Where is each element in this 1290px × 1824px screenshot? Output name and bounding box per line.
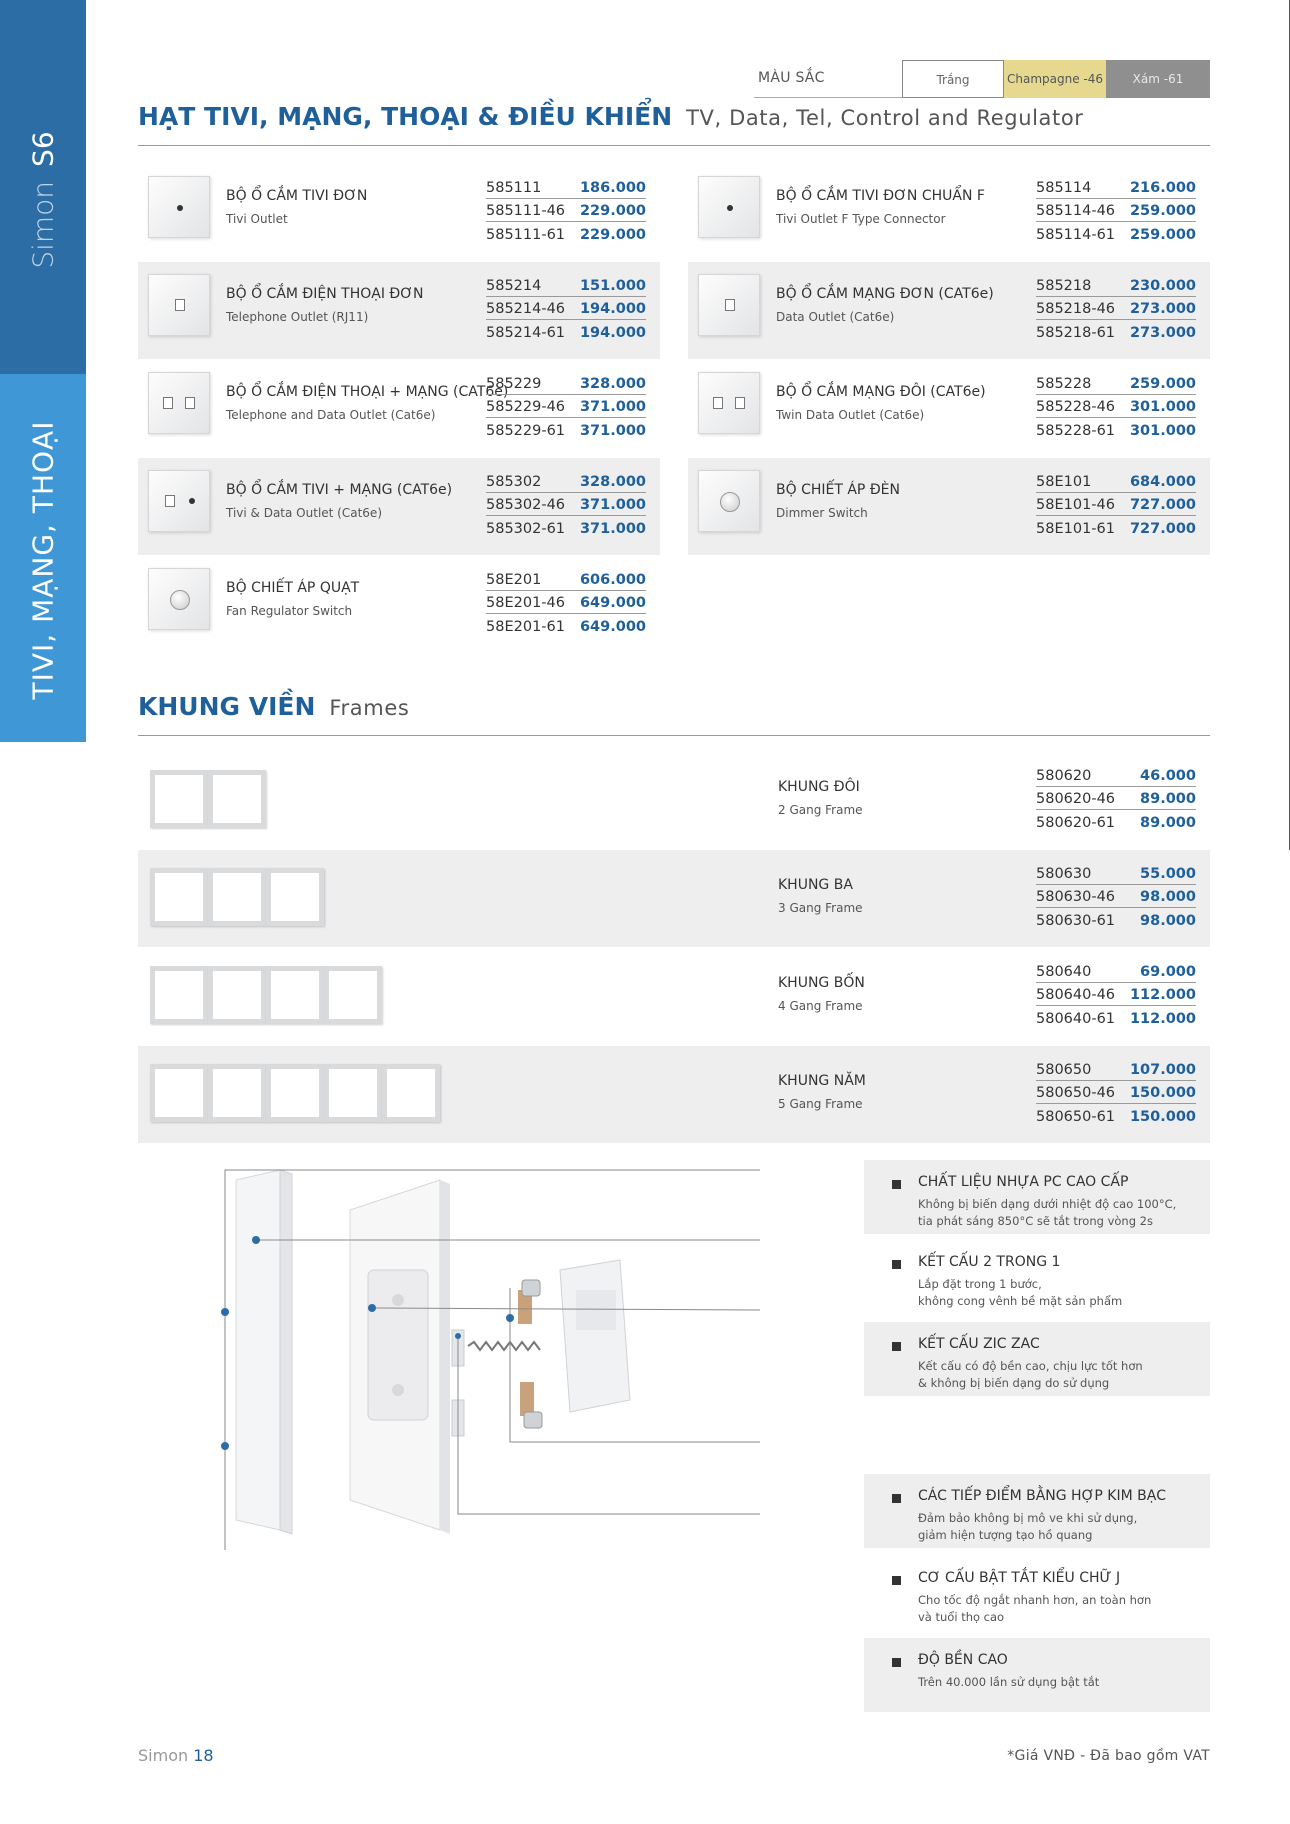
code-row: [486, 493, 646, 516]
bullet-square-icon: [892, 1658, 901, 1667]
feature-callout: [864, 1240, 1210, 1314]
tv-f-outlet-icon: [698, 176, 760, 238]
frame-code-list: [1036, 764, 1196, 833]
product-row: [688, 262, 1210, 359]
product-name: BỘ Ổ CẮM TIVI ĐƠN CHUẨN F: [776, 188, 985, 204]
product-row: [138, 262, 660, 359]
section-header-outlets: [138, 102, 1210, 146]
frame-code: 580630: [1036, 866, 1092, 882]
socket-dot: [727, 205, 733, 211]
frame-row: [138, 948, 1210, 1045]
section-title: KHUNG VIỀN: [138, 692, 316, 721]
product-price: 727.000: [1129, 521, 1196, 537]
product-name: BỘ CHIẾT ÁP QUẠT: [226, 580, 360, 596]
frame-subtitle: 4 Gang Frame: [778, 999, 863, 1013]
frame-gang-illustration: [324, 966, 382, 1024]
bullet-square-icon: [892, 1494, 901, 1503]
feature-description-line: Không bị biến dạng dưới nhiệt độ cao 100°C,: [918, 1197, 1177, 1211]
feature-description-line: và tuổi thọ cao: [918, 1610, 1005, 1624]
code-row: [1036, 470, 1196, 493]
frame-gang-illustration: [266, 966, 324, 1024]
section-subtitle: Frames: [329, 696, 410, 720]
product-code: 585111-46: [486, 203, 566, 219]
code-row: [1036, 810, 1196, 833]
frame-code: 580650: [1036, 1062, 1092, 1078]
feature-callout: [864, 1160, 1210, 1234]
code-row: [486, 222, 646, 245]
frame-price: 112.000: [1129, 987, 1196, 1003]
code-row: [486, 199, 646, 222]
product-price: 328.000: [579, 376, 646, 392]
footer-price-note: *Giá VNĐ - Đã bao gồm VAT: [1007, 1748, 1210, 1764]
product-name: BỘ Ổ CẮM MẠNG ĐƠN (CAT6e): [776, 286, 994, 302]
code-row: [486, 516, 646, 539]
code-row: [1036, 418, 1196, 441]
telephone-outlet-icon: [148, 274, 210, 336]
product-code: 585228-46: [1036, 399, 1116, 415]
product-subtitle: Dimmer Switch: [776, 506, 868, 520]
code-row: [486, 591, 646, 614]
product-price: 301.000: [1129, 423, 1196, 439]
feature-title: KẾT CẤU 2 TRONG 1: [918, 1254, 1061, 1270]
product-code: 58E201: [486, 572, 542, 588]
code-row: [486, 320, 646, 343]
feature-description: [918, 1592, 1151, 1626]
feature-description-line: Đảm bảo không bị mô ve khi sử dụng,: [918, 1511, 1138, 1525]
product-name: BỘ Ổ CẮM TIVI + MẠNG (CAT6e): [226, 482, 453, 498]
frame-gang-illustration: [266, 1064, 324, 1122]
product-price: 186.000: [579, 180, 646, 196]
feature-description-line: Kết cấu có độ bền cao, chịu lực tốt hơn: [918, 1359, 1143, 1373]
product-code: 585229-61: [486, 423, 566, 439]
frame-price: 55.000: [1140, 866, 1196, 882]
jack-port: [165, 495, 175, 507]
code-row: [486, 372, 646, 395]
code-row: [1036, 908, 1196, 931]
tv-outlet-icon: [148, 176, 210, 238]
product-code: 585228-61: [1036, 423, 1116, 439]
frame-code: 580630-46: [1036, 889, 1116, 905]
contact-illustration: [518, 1280, 542, 1428]
code-row: [1036, 493, 1196, 516]
frame-gang-illustration: [150, 868, 208, 926]
code-row: [1036, 176, 1196, 199]
frame-code-list: [1036, 1058, 1196, 1127]
frame-code-list: [1036, 862, 1196, 931]
feature-title: CÁC TIẾP ĐIỂM BẰNG HỢP KIM BẠC: [918, 1488, 1167, 1504]
spring-illustration: [468, 1342, 540, 1350]
product-row: [688, 164, 1210, 261]
product-code: 585218: [1036, 278, 1092, 294]
feature-description-line: không cong vênh bề mặt sản phẩm: [918, 1294, 1123, 1308]
code-row: [1036, 960, 1196, 983]
frame-code: 580630-61: [1036, 913, 1116, 929]
feature-description: [918, 1510, 1137, 1544]
product-price: 649.000: [579, 595, 646, 611]
exploded-product-diagram: [220, 1150, 760, 1550]
code-row: [1036, 395, 1196, 418]
feature-description-line: giảm hiện tượng tạo hồ quang: [918, 1528, 1093, 1542]
frame-price: 89.000: [1140, 815, 1196, 831]
product-code-list: [486, 176, 646, 245]
code-row: [486, 470, 646, 493]
code-row: [1036, 274, 1196, 297]
product-price: 273.000: [1129, 301, 1196, 317]
frame-name: KHUNG NĂM: [778, 1073, 866, 1089]
product-subtitle: Tivi Outlet: [226, 212, 288, 226]
section-subtitle: TV, Data, Tel, Control and Regulator: [686, 106, 1084, 130]
product-price: 194.000: [579, 325, 646, 341]
product-subtitle: Tivi Outlet F Type Connector: [776, 212, 946, 226]
code-row: [1036, 1058, 1196, 1081]
frame-price: 150.000: [1129, 1109, 1196, 1125]
product-price: 371.000: [579, 399, 646, 415]
product-name: BỘ Ổ CẮM ĐIỆN THOẠI + MẠNG (CAT6e): [226, 384, 509, 400]
callout-lines: [225, 1170, 760, 1550]
frame-row: [138, 850, 1210, 947]
frame-gang-illustration: [324, 1064, 382, 1122]
frame-subtitle: 2 Gang Frame: [778, 803, 863, 817]
product-code-list: [486, 470, 646, 539]
product-code: 585218-61: [1036, 325, 1116, 341]
frame-gang-illustration: [150, 770, 208, 828]
dial-knob: [720, 492, 740, 512]
product-code: 585214-61: [486, 325, 566, 341]
product-subtitle: Telephone Outlet (RJ11): [226, 310, 369, 324]
bullet-square-icon: [892, 1576, 901, 1585]
product-code-list: [486, 274, 646, 343]
product-code-list: [1036, 176, 1196, 245]
dial-knob: [170, 590, 190, 610]
product-code: 585114-61: [1036, 227, 1116, 243]
code-row: [1036, 222, 1196, 245]
frame-code: 580640-46: [1036, 987, 1116, 1003]
product-code: 585214-46: [486, 301, 566, 317]
product-price: 259.000: [1129, 227, 1196, 243]
jack-port: [713, 397, 723, 409]
product-code: 585229: [486, 376, 542, 392]
frame-price: 98.000: [1140, 913, 1196, 929]
section-header-frames: [138, 692, 1210, 736]
code-row: [486, 614, 646, 637]
frame-gang-illustration: [266, 868, 324, 926]
feature-description-line: Trên 40.000 lần sử dụng bật tắt: [918, 1675, 1100, 1689]
frame-gang-illustration: [208, 868, 266, 926]
frame-code: 580620-61: [1036, 815, 1116, 831]
product-code: 585111: [486, 180, 542, 196]
code-row: [1036, 320, 1196, 343]
product-code: 58E101-61: [1036, 521, 1115, 537]
feature-callout: [864, 1638, 1210, 1712]
color-legend: [754, 60, 1210, 98]
frame-price: 98.000: [1140, 889, 1196, 905]
product-price: 328.000: [579, 474, 646, 490]
feature-description-line: tia phát sáng 850°C sẽ tắt trong vòng 2s: [918, 1214, 1153, 1228]
frame-name: KHUNG BA: [778, 877, 853, 893]
product-code: 585302-61: [486, 521, 566, 537]
code-row: [1036, 516, 1196, 539]
feature-callout: [864, 1474, 1210, 1548]
tv-data-outlet-icon: [148, 470, 210, 532]
bullet-square-icon: [892, 1342, 901, 1351]
socket-dot: [177, 205, 183, 211]
code-row: [1036, 1006, 1196, 1029]
product-name: BỘ CHIẾT ÁP ĐÈN: [776, 482, 900, 498]
terminal-block-illustration: [560, 1260, 630, 1412]
swatch-champagne: Champagne -46: [1004, 60, 1106, 98]
data-outlet-icon: [698, 274, 760, 336]
frame-price: 69.000: [1140, 964, 1196, 980]
product-price: 216.000: [1129, 180, 1196, 196]
frame-gang-illustration: [382, 1064, 440, 1122]
product-price: 151.000: [579, 278, 646, 294]
frame-code: 580640: [1036, 964, 1092, 980]
jack-port: [735, 397, 745, 409]
product-price: 649.000: [579, 619, 646, 635]
product-name: BỘ Ổ CẮM TIVI ĐƠN: [226, 188, 368, 204]
product-code: 585111-61: [486, 227, 566, 243]
jack-port: [175, 299, 185, 311]
footer-page-number: Simon 18: [138, 1746, 214, 1765]
feature-callout: [864, 1322, 1210, 1396]
code-row: [1036, 1104, 1196, 1127]
code-row: [486, 568, 646, 591]
feature-title: CHẤT LIỆU NHỰA PC CAO CẤP: [918, 1174, 1129, 1190]
frame-row: [138, 752, 1210, 849]
product-code: 585114-46: [1036, 203, 1116, 219]
code-row: [1036, 372, 1196, 395]
frame-price: 107.000: [1129, 1062, 1196, 1078]
feature-description-line: Cho tốc độ ngắt nhanh hơn, an toàn hơn: [918, 1593, 1152, 1607]
product-code: 58E201-61: [486, 619, 565, 635]
frame-name: KHUNG ĐÔI: [778, 779, 860, 795]
frame-price: 89.000: [1140, 791, 1196, 807]
color-legend-rule: [754, 97, 902, 98]
mechanism-illustration: [350, 1180, 464, 1534]
product-code: 58E101-46: [1036, 497, 1115, 513]
code-row: [1036, 297, 1196, 320]
product-subtitle: Data Outlet (Cat6e): [776, 310, 895, 324]
feature-description: [918, 1196, 1176, 1230]
sidebar-brand-tab: [0, 0, 86, 374]
product-row: [138, 556, 660, 653]
frame-price: 150.000: [1129, 1085, 1196, 1101]
jack-port: [163, 397, 173, 409]
code-row: [486, 395, 646, 418]
sidebar-brand: SimonS6: [26, 131, 60, 269]
product-price: 371.000: [579, 497, 646, 513]
feature-description: [918, 1674, 1099, 1691]
feature-callout: [864, 1556, 1210, 1630]
sidebar-category: TIVI, MẠNG, THOẠI: [26, 420, 60, 700]
code-row: [1036, 862, 1196, 885]
product-price: 371.000: [579, 521, 646, 537]
product-code-list: [1036, 274, 1196, 343]
frame-gang-illustration: [208, 1064, 266, 1122]
product-price: 230.000: [1129, 278, 1196, 294]
product-code: 585302-46: [486, 497, 566, 513]
swatch-white: Trắng: [902, 60, 1004, 98]
product-code: 585218-46: [1036, 301, 1116, 317]
code-row: [486, 418, 646, 441]
product-price: 371.000: [579, 423, 646, 439]
frame-code: 580650-46: [1036, 1085, 1116, 1101]
product-row: [138, 164, 660, 261]
product-price: 301.000: [1129, 399, 1196, 415]
frame-row: [138, 1046, 1210, 1143]
dimmer-switch-icon: [698, 470, 760, 532]
feature-description: [918, 1358, 1143, 1392]
socket-dot: [189, 498, 195, 504]
frame-gang-illustration: [150, 1064, 208, 1122]
product-subtitle: Twin Data Outlet (Cat6e): [776, 408, 925, 422]
code-row: [486, 176, 646, 199]
code-row: [1036, 199, 1196, 222]
frame-name: KHUNG BỐN: [778, 975, 865, 991]
code-row: [1036, 787, 1196, 810]
product-code-list: [486, 372, 646, 441]
frame-gang-illustration: [150, 966, 208, 1024]
code-row: [1036, 764, 1196, 787]
frame-subtitle: 3 Gang Frame: [778, 901, 863, 915]
frame-code: 580620-46: [1036, 791, 1116, 807]
product-price: 273.000: [1129, 325, 1196, 341]
product-price: 606.000: [579, 572, 646, 588]
telephone-data-outlet-icon: [148, 372, 210, 434]
feature-description: [918, 1276, 1122, 1310]
product-code: 585214: [486, 278, 542, 294]
product-code: 58E201-46: [486, 595, 565, 611]
product-code: 585302: [486, 474, 542, 490]
jack-port: [725, 299, 735, 311]
color-legend-label: MÀU SẮC: [758, 70, 825, 86]
product-price: 259.000: [1129, 376, 1196, 392]
frame-code: 580650-61: [1036, 1109, 1116, 1125]
frame-price: 46.000: [1140, 768, 1196, 784]
product-subtitle: Fan Regulator Switch: [226, 604, 353, 618]
product-code-list: [1036, 372, 1196, 441]
section-title: HẠT TIVI, MẠNG, THOẠI & ĐIỀU KHIỂN: [138, 102, 673, 131]
frame-gang-illustration: [208, 966, 266, 1024]
frame-gang-illustration: [208, 770, 266, 828]
product-code: 585228: [1036, 376, 1092, 392]
product-row: [138, 458, 660, 555]
product-code-list: [1036, 470, 1196, 539]
product-name: BỘ Ổ CẮM MẠNG ĐÔI (CAT6e): [776, 384, 986, 400]
product-row: [688, 458, 1210, 555]
product-price: 229.000: [579, 203, 646, 219]
product-price: 229.000: [579, 227, 646, 243]
product-name: BỘ Ổ CẮM ĐIỆN THOẠI ĐƠN: [226, 286, 424, 302]
twin-data-outlet-icon: [698, 372, 760, 434]
jack-port: [185, 397, 195, 409]
code-row: [1036, 1081, 1196, 1104]
frame-code: 580620: [1036, 768, 1092, 784]
bullet-square-icon: [892, 1180, 901, 1189]
frame-price: 112.000: [1129, 1011, 1196, 1027]
product-price: 194.000: [579, 301, 646, 317]
feature-title: KẾT CẤU ZIC ZAC: [918, 1336, 1040, 1352]
sidebar-category-tab: [0, 374, 86, 742]
product-subtitle: Tivi & Data Outlet (Cat6e): [226, 506, 382, 520]
feature-title: ĐỘ BỀN CAO: [918, 1652, 1008, 1668]
front-plate-illustration: [236, 1170, 292, 1534]
product-row: [138, 360, 660, 457]
product-code: 585229-46: [486, 399, 566, 415]
frame-code: 580640-61: [1036, 1011, 1116, 1027]
swatch-grey: Xám -61: [1106, 60, 1210, 98]
product-row: [688, 360, 1210, 457]
product-price: 684.000: [1129, 474, 1196, 490]
feature-description-line: Lắp đặt trong 1 bước,: [918, 1277, 1042, 1291]
code-row: [1036, 885, 1196, 908]
code-row: [486, 297, 646, 320]
bullet-square-icon: [892, 1260, 901, 1269]
code-row: [486, 274, 646, 297]
feature-description-line: & không bị biến dạng do sử dụng: [918, 1376, 1110, 1390]
fan-regulator-icon: [148, 568, 210, 630]
product-code: 585114: [1036, 180, 1092, 196]
feature-title: CƠ CẤU BẬT TẮT KIỂU CHỮ J: [918, 1570, 1121, 1586]
code-row: [1036, 983, 1196, 1006]
frame-code-list: [1036, 960, 1196, 1029]
product-subtitle: Telephone and Data Outlet (Cat6e): [226, 408, 436, 422]
product-code: 58E101: [1036, 474, 1092, 490]
product-price: 259.000: [1129, 203, 1196, 219]
product-code-list: [486, 568, 646, 637]
product-price: 727.000: [1129, 497, 1196, 513]
frame-subtitle: 5 Gang Frame: [778, 1097, 863, 1111]
